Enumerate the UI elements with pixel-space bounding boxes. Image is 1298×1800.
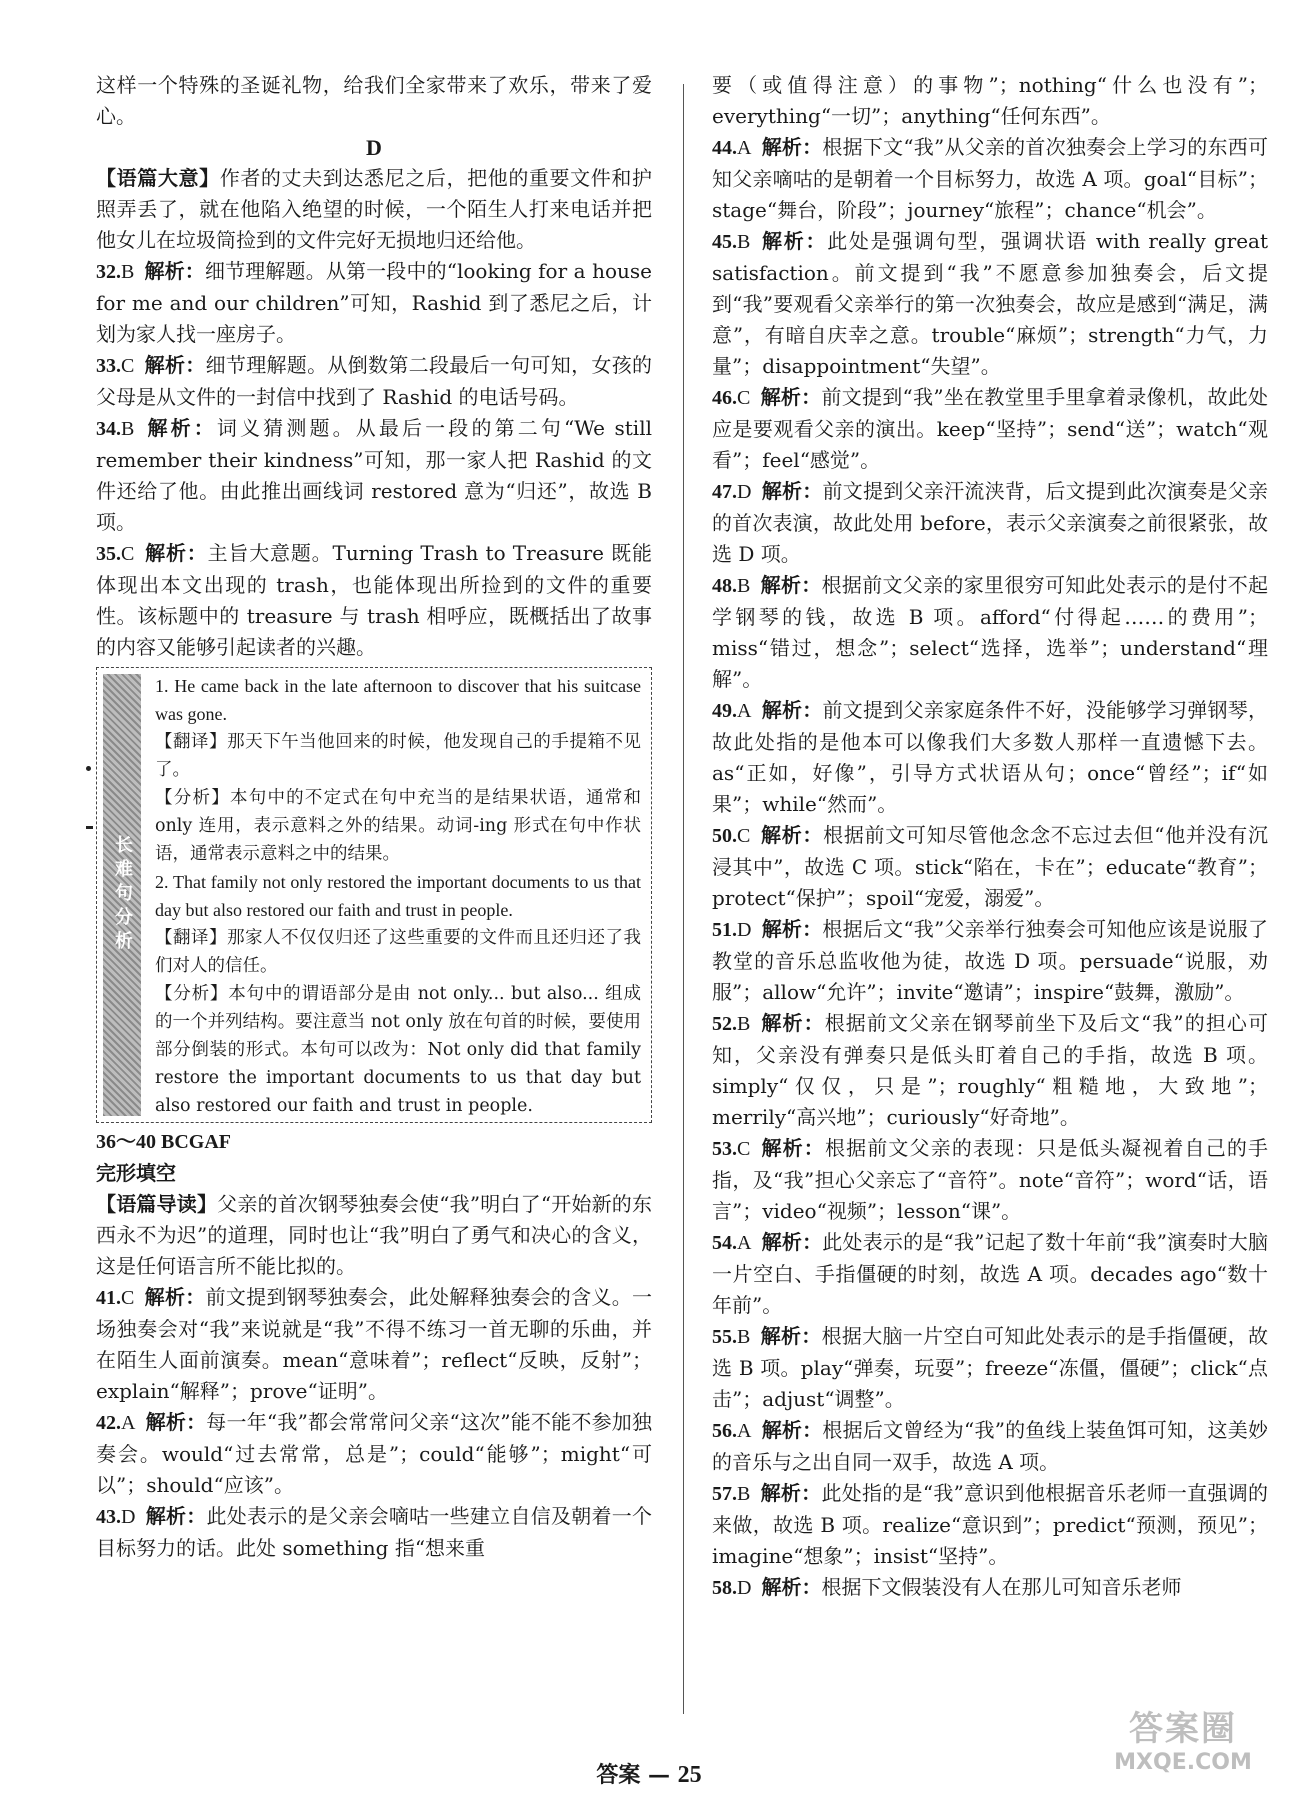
item-number: 43. [96, 1506, 121, 1528]
item-answer: C [121, 1287, 135, 1309]
answer-item [712, 382, 1268, 476]
answer-range: 36～40 BCGAF [96, 1131, 231, 1153]
item-number: 58. [712, 1577, 737, 1599]
answer-item [712, 1227, 1268, 1321]
analysis-label: 解析： [144, 416, 217, 440]
analysis-text: 根据前文可知尽管他念念不忘过去但“他并没有沉浸其中”，故选 C 项。stick“陷在，卡在”；educate“教育”；protect“保护”；spoil“宠爱，溺爱”。 [712, 823, 1268, 910]
guide-text: 父亲的首次钢琴独奏会使“我”明白了“开始新的东西永不为迟”的道理，同时也让“我”明白了勇气和决心的含义，这是任何语言所不能比拟的。 [96, 1192, 652, 1278]
item-answer: A [737, 1420, 752, 1442]
margin-mark [86, 766, 91, 771]
analysis-label: 解析： [760, 385, 822, 409]
footer-label: 答案 [596, 1762, 641, 1788]
analysis-label: 解析： [144, 1285, 206, 1309]
answer-item [712, 1572, 1268, 1604]
analysis-label: 解析： [761, 1230, 823, 1254]
item-answer: B [121, 261, 135, 283]
watermark-logo [1098, 1708, 1268, 1786]
box-side-tab [103, 674, 141, 1116]
item-answer: D [737, 919, 752, 941]
watermark-url: MXQE.COM [1114, 1750, 1252, 1775]
item-answer: B [737, 1326, 751, 1348]
item-number: 56. [712, 1420, 737, 1442]
analysis-label: 解析： [761, 1575, 822, 1599]
item-answer: D [121, 1506, 136, 1528]
box-tab-label: 长难句分析 [112, 835, 133, 955]
item-answer: A [737, 137, 752, 159]
item-answer: B [737, 1013, 751, 1035]
item-number: 42. [96, 1412, 121, 1434]
analysis-label: 解析： [144, 541, 208, 565]
guide-label: 【语篇导读】 [96, 1192, 218, 1216]
analysis-text: 根据大脑一片空白可知此处表示的是手指僵硬，故选 B 项。play“弹奏，玩耍”；freeze“冻僵，僵硬”；click“点击”；adjust“调整”。 [712, 1324, 1269, 1411]
analysis-text: 词义猜测题。从最后一段的第二句“We still remember their kindness”可知，那一家人把 Rashid 的文件还给了他。由此推出画线词 restored 意为“归还”，故选 B 项。 [96, 416, 652, 534]
analysis: 【分析】本句中的不定式在句中充当的是结果状语，通常和 only 连用，表示意料之外的结果。动词-ing 形式在句中作状语，通常表示意料之中的结果。 [155, 788, 641, 864]
item-answer: C [121, 543, 135, 565]
example-sentence: 2. That family not only restored the important documents to us that day but also restored our faith and trust in people. [155, 872, 641, 920]
analysis: 【分析】本句中的谓语部分是由 not only... but also... 组成的一个并列结构。要注意当 not only 放在句首的时候，要使用部分倒装的形式。本句可以改为：Not only did that family restore the important documents to us that day but also restored our faith and trust in people. [155, 984, 641, 1116]
page-number: 25 [677, 1762, 702, 1788]
answer-item [96, 350, 652, 413]
section-heading: D [366, 135, 382, 160]
analysis-text: 根据后文“我”父亲举行独奏会可知他应该是说服了教堂的音乐总监收他为徒，故选 D 项。persuade“说服，劝服”；allow“允许”；invite“邀请”；inspire“鼓舞，激励”。 [712, 917, 1268, 1004]
paragraph-continued: 要（或值得注意）的事物”；nothing“什么也没有”；everything“一切”；anything“任何东西”。 [712, 73, 1268, 128]
analysis-text: 前文提到“我”坐在教堂里手里拿着录像机，故此处应是要观看父亲的演出。keep“坚持”；send“送”；watch“观看”；feel“感觉”。 [712, 385, 1268, 472]
analysis-label: 解析： [761, 917, 823, 941]
item-number: 34. [96, 418, 121, 440]
analysis-text: 根据下文假装没有人在那儿可知音乐老师 [821, 1575, 1182, 1599]
item-number: 33. [96, 355, 121, 377]
answer-item [96, 1407, 652, 1501]
analysis-text: 此处表示的是父亲会嘀咕一些建立自信及朝着一个目标努力的话。此处 something 指“想来重 [96, 1504, 653, 1560]
answer-item [712, 476, 1268, 570]
translation: 【翻译】那家人不仅仅归还了这些重要的文件而且还归还了我们对人的信任。 [155, 928, 641, 976]
item-number: 41. [96, 1287, 121, 1309]
analysis-label: 解析： [145, 1410, 207, 1434]
analysis-label: 解析： [144, 353, 206, 377]
answer-item [96, 1501, 652, 1564]
summary-label: 【语篇大意】 [96, 166, 220, 190]
left-column [96, 70, 652, 1564]
analysis-text: 主旨大意题。Turning Trash to Treasure 既能体现出本文出现的 trash，也能体现出所捡到的文件的重要性。该标题中的 treasure 与 trash 相呼应，既概括出了故事的内容又能够引起读者的兴趣。 [96, 541, 653, 659]
item-number: 47. [712, 481, 737, 503]
analysis-label: 解析： [760, 573, 822, 597]
item-answer: C [121, 355, 135, 377]
answer-item [712, 132, 1268, 226]
item-number: 46. [712, 387, 737, 409]
item-answer: D [737, 1577, 752, 1599]
answer-item [712, 1008, 1268, 1133]
item-answer: B [121, 418, 135, 440]
item-answer: A [737, 700, 752, 722]
summary [96, 163, 652, 256]
item-number: 32. [96, 261, 121, 283]
item-number: 35. [96, 543, 121, 565]
analysis-label: 解析： [761, 1418, 823, 1442]
item-answer: B [737, 575, 751, 597]
item-answer: B [737, 231, 751, 253]
analysis-text: 根据前文父亲在钢琴前坐下及后文“我”的担心可知，父亲没有弹奏只是低头盯着自己的手指，故选 B 项。simply“仅仅，只是”；roughly“粗糙地，大致地”；merrily“高兴地”；curiously“好奇地”。 [712, 1011, 1269, 1129]
guide [96, 1189, 652, 1282]
answer-item [96, 256, 652, 350]
analysis-text: 根据下文“我”从父亲的首次独奏会上学习的东西可知父亲嘀咕的是朝着一个目标努力，故选 A 项。goal“目标”；stage“舞台，阶段”；journey“旅程”；chance“机会”。 [712, 135, 1268, 222]
analysis-text: 根据前文父亲的家里很穷可知此处表示的是付不起学钢琴的钱，故选 B 项。afford“付得起……的费用”；miss“错过，想念”；select“选择，选举”；understand“理解”。 [712, 573, 1269, 691]
example-sentence: 1. He came back in the late afternoon to discover that his suitcase was gone. [155, 676, 641, 724]
analysis-text: 此处指的是“我”意识到他根据音乐老师一直强调的来做，故选 B 项。realize“意识到”；predict“预测，预见”；imagine“想象”；insist“坚持”。 [712, 1481, 1268, 1568]
item-number: 52. [712, 1013, 737, 1035]
analysis-label: 解析： [145, 1504, 207, 1528]
item-answer: A [737, 1232, 752, 1254]
item-number: 49. [712, 700, 737, 722]
analysis-text: 前文提到钢琴独奏会，此处解释独奏会的含义。一场独奏会对“我”来说就是“我”不得不练习一首无聊的乐曲，并在陌生人面前演奏。mean“意味着”；reflect“反映，反射”；explain“解释”；prove“证明”。 [96, 1285, 653, 1403]
item-answer: D [737, 481, 752, 503]
analysis-label: 解析： [761, 135, 823, 159]
analysis-label: 解析： [760, 823, 824, 847]
answer-item [712, 914, 1268, 1008]
item-number: 53. [712, 1138, 737, 1160]
item-number: 44. [712, 137, 737, 159]
translation: 【翻译】那天下午当他回来的时候，他发现自己的手提箱不见了。 [155, 732, 641, 780]
item-number: 54. [712, 1232, 737, 1254]
item-answer: A [121, 1412, 136, 1434]
answer-item [96, 413, 652, 538]
item-number: 50. [712, 825, 737, 847]
answer-item [712, 1478, 1268, 1572]
answer-item [96, 538, 652, 663]
right-column [712, 70, 1268, 1604]
answer-item [712, 695, 1268, 820]
item-answer: C [737, 387, 751, 409]
sentence-analysis-box [96, 667, 652, 1123]
answer-item [712, 1415, 1268, 1478]
analysis-text: 根据后文曾经为“我”的鱼线上装鱼饵可知，这美妙的音乐与之出自同一双手，故选 A 项。 [712, 1418, 1268, 1474]
analysis-label: 解析： [761, 698, 823, 722]
watermark-top: 答案圈 [1129, 1709, 1237, 1749]
analysis-label: 解析： [761, 479, 823, 503]
answer-item [96, 1282, 652, 1407]
footer-dash: — [648, 1762, 670, 1788]
analysis-label: 解析： [760, 1324, 822, 1348]
cloze-title: 完形填空 [96, 1161, 176, 1185]
item-answer: C [737, 825, 751, 847]
analysis-text: 细节理解题。从第一段中的“looking for a house for me and our children”可知，Rashid 到了悉尼之后，计划为家人找一座房子。 [96, 259, 653, 346]
item-answer: C [737, 1138, 751, 1160]
column-divider [683, 84, 684, 1714]
analysis-text: 细节理解题。从倒数第二段最后一句可知，女孩的父母是从文件的一封信中找到了 Rashid 的电话号码。 [96, 353, 653, 409]
analysis-label: 解析： [760, 1481, 822, 1505]
paragraph: 这样一个特殊的圣诞礼物，给我们全家带来了欢乐，带来了爱心。 [96, 73, 652, 128]
answer-item [712, 226, 1268, 382]
item-number: 48. [712, 575, 737, 597]
analysis-text: 此处表示的是“我”记起了数十年前“我”演奏时大脑一片空白、手指僵硬的时刻，故选 A 项。decades ago“数十年前”。 [712, 1230, 1268, 1317]
analysis-label: 解析： [760, 229, 828, 253]
analysis-text: 根据前文父亲的表现：只是低头凝视着自己的手指，及“我”担心父亲忘了“音符”。note“音符”；word“话，语言”；video“视频”；lesson“课”。 [712, 1136, 1268, 1223]
analysis-label: 解析： [760, 1136, 825, 1160]
analysis-label: 解析： [760, 1011, 825, 1035]
analysis-text: 前文提到父亲家庭条件不好，没能够学习弹钢琴，故此处指的是他本可以像我们大多数人那样一直遗憾下去。as“正如，好像”，引导方式状语从句；once“曾经”；if“如果”；while“然而”。 [712, 698, 1269, 816]
answer-item [712, 1133, 1268, 1227]
item-number: 45. [712, 231, 737, 253]
item-number: 55. [712, 1326, 737, 1348]
item-number: 51. [712, 919, 737, 941]
analysis-label: 解析： [144, 259, 205, 283]
analysis-text: 每一年“我”都会常常问父亲“这次”能不能不参加独奏会。would“过去常常，总是”；could“能够”；might“可以”；should“应该”。 [96, 1410, 652, 1497]
answer-item [712, 1321, 1268, 1415]
item-number: 57. [712, 1483, 737, 1505]
answer-item [712, 820, 1268, 914]
analysis-text: 前文提到父亲汗流浃背，后文提到此次演奏是父亲的首次表演，故此处用 before，表示父亲演奏之前很紧张，故选 D 项。 [712, 479, 1269, 566]
analysis-text: 此处是强调句型，强调状语 with really great satisfaction。前文提到“我”不愿意参加独奏会，后文提到“我”要观看父亲举行的第一次独奏会，故应是感到“满足，满意”，有暗自庆幸之意。trouble“麻烦”；strength“力气，力量”；disappointment“失望”。 [712, 229, 1269, 378]
summary-text: 作者的丈夫到达悉尼之后，把他的重要文件和护照弄丢了，就在他陷入绝望的时候，一个陌生人打来电话并把他女儿在垃圾筒捡到的文件完好无损地归还给他。 [96, 166, 653, 252]
answer-item [712, 570, 1268, 695]
item-answer: B [737, 1483, 751, 1505]
margin-mark [86, 826, 93, 829]
